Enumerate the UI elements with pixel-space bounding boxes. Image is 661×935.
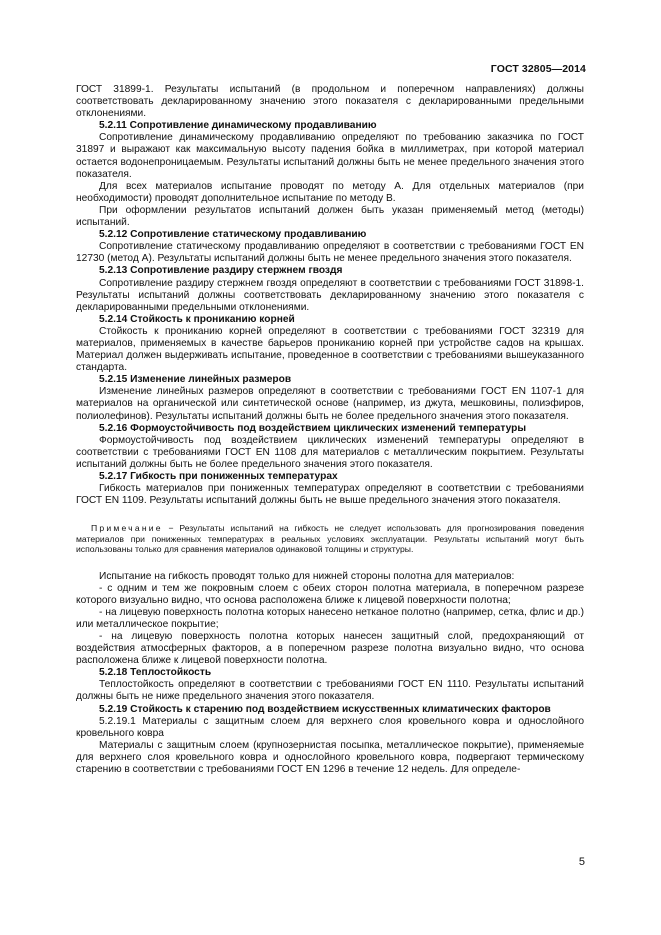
paragraph: Сопротивление статическому продавливанию определяют в соответствии с требованиями ГОСТ EN 12730 (метод А). Результаты испытаний должны быть не менее предельного значения этого показателя.: [76, 241, 584, 265]
paragraph: При оформлении результатов испытаний должен быть указан применяемый метод (методы) испытаний.: [76, 204, 584, 229]
paragraph: Испытание на гибкость проводят только для нижней стороны полотна для материалов:: [99, 570, 515, 582]
paragraph: 5.2.19.1 Материалы с защитным слоем для верхнего слоя кровельного ковра и однослойного кровельного ковра: [76, 715, 584, 739]
paragraph: Сопротивление раздиру стержнем гвоздя определяют в соответствии с требованиями ГОСТ 31898-1. Результаты испытаний должны соответствовать декларированному значению этого показателя с декларированными предельными отклонениями.: [76, 277, 584, 313]
section-heading: 5.2.15 Изменение линейных размеров: [99, 374, 292, 386]
note-text: − Результаты испытаний на гибкость не следует использовать для прогнозирования поведения материалов при пониженных температурах в реальных условиях эксплуатации. Результаты испытаний могут быть использованы только для сравнения материалов одинаковой толщины и структуры.: [76, 523, 584, 555]
note: [76, 523, 584, 554]
paragraph: Теплостойкость определяют в соответствии с требованиями ГОСТ EN 1110. Результаты испытаний должны быть не ниже предельного значения этого показателя.: [76, 679, 584, 703]
paragraph: Формоустойчивость под воздействием циклических изменений температуры определяют в соответствии с требованиями ГОСТ EN 1108 для материалов с металлическим покрытием. Результаты испытаний должны быть не более предельного значения этого показателя.: [76, 434, 584, 470]
document-body: [76, 84, 584, 776]
paragraph: ГОСТ 31899-1. Результаты испытаний (в продольном и поперечном направлениях) должны соответствовать декларированному значению этого показателя с декларированными предельными отклонениями.: [76, 84, 584, 120]
paragraph: Гибкость материалов при пониженных температурах определяют в соответствии с требованиями ГОСТ EN 1109. Результаты испытаний должны быть не выше предельного значения этого показателя.: [76, 483, 584, 507]
paragraph: Для всех материалов испытание проводят по методу А. Для отдельных материалов (при необходимости) проводят дополнительное испытание по методу В.: [76, 180, 584, 204]
section-heading: 5.2.19 Стойкость к старению под воздействием искусственных климатических факторов: [99, 703, 551, 715]
list-item: - с одним и тем же покровным слоем с обеих сторон полотна материала, в поперечном разрезе которого визуально видно, что основа расположена ближе к лицевой поверхности полотна;: [76, 582, 584, 606]
section-heading: 5.2.14 Стойкость к прониканию корней: [99, 313, 295, 325]
paragraph: Материалы с защитным слоем (крупнозернистая посыпка, металлическое покрытие), применяемые для верхнего слоя кровельного ковра и однослойного кровельного ковра, подвергают термическому старению в соответствии с требованиями ГОСТ EN 1296 в течение 12 недель. Для определе-: [76, 739, 584, 775]
section-heading: 5.2.12 Сопротивление статическому продавливанию: [99, 229, 367, 241]
paragraph: Изменение линейных размеров определяют в соответствии с требованиями ГОСТ EN 1107-1 для материалов на органической или синтетической основе (например, из джута, мешковины, полиэфиров, полиолефинов). Результаты испытаний должны быть не более предельного значения этого показателя.: [76, 386, 584, 422]
standard-header: ГОСТ 32805—2014: [490, 63, 586, 75]
section-heading: 5.2.13 Сопротивление раздиру стержнем гвоздя: [99, 265, 343, 277]
section-heading: 5.2.18 Теплостойкость: [99, 667, 212, 679]
paragraph: Сопротивление динамическому продавливанию определяют по требованию заказчика по ГОСТ 31897 и выражают как максимальную высоту падения бойка в миллиметрах, при которой материал остается водонепроницаемым. Результаты испытаний должны быть не менее предельного значения этого показателя.: [76, 132, 584, 180]
paragraph: Стойкость к прониканию корней определяют в соответствии с требованиями ГОСТ 32319 для материалов, применяемых в качестве барьеров прониканию корней при устройстве садов на крышах. Материал должен выдерживать испытание, проведенное в соответствии с требованиями вышеуказанного стандарта.: [76, 325, 584, 374]
section-heading: 5.2.16 Формоустойчивость под воздействием циклических изменений температуры: [99, 422, 527, 434]
list-item: - на лицевую поверхность полотна которых нанесен защитный слой, предохраняющий от воздействия атмосферных факторов, а в поперечном разрезе полотна визуально видно, что основа расположена ближе к лицевой поверхности полотна.: [76, 630, 584, 667]
page-number: 5: [578, 856, 585, 868]
note-label: Примечание: [91, 523, 163, 534]
list-item: - на лицевую поверхность полотна которых нанесено нетканое полотно (например, сетка, флис и др.) или металлическое покрытие;: [76, 606, 584, 630]
section-heading: 5.2.11 Сопротивление динамическому продавливанию: [99, 120, 377, 132]
section-heading: 5.2.17 Гибкость при пониженных температурах: [99, 471, 338, 482]
